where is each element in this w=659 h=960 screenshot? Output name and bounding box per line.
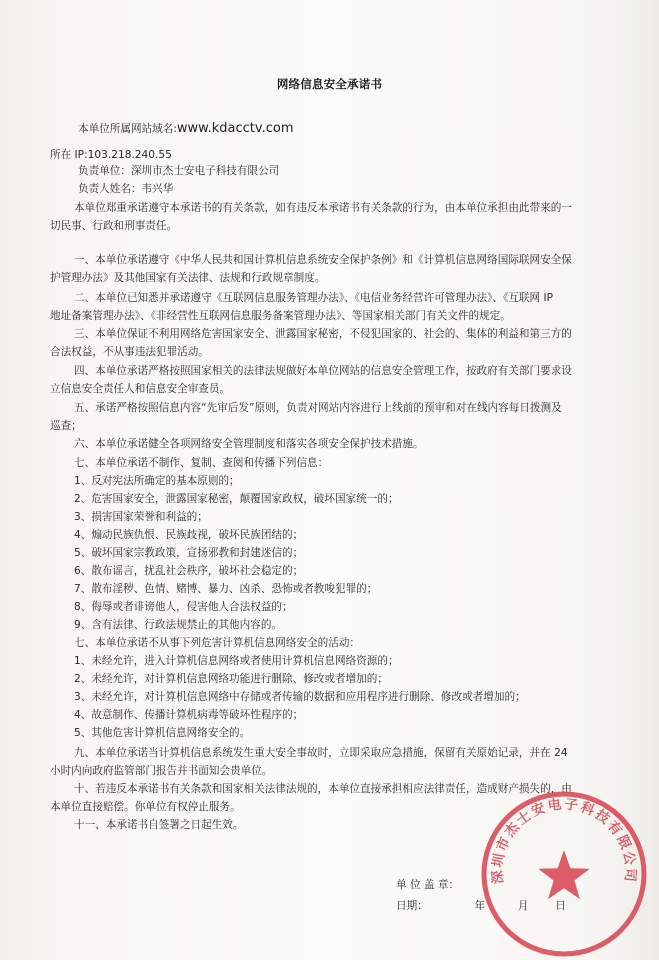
body-line: 二、本单位已知悉并承诺遵守《互联网信息服务管理办法》、《电信业务经营许可管理办法》、《互联网 IP — [74, 292, 553, 304]
domain-label: 本单位所属网站域名: — [78, 123, 177, 135]
body-line: 十、若违反本承诺书有关条款和国家相关法律法规的，本单位直接承担相应法律责任，造成财产损失的，由 — [74, 783, 572, 795]
page-title: 网络信息安全承诺书 — [276, 77, 383, 91]
body-line: 巡查； — [50, 420, 82, 432]
body-line: 地址备案管理办法》、《非经营性互联网信息服务备案管理办法》、等国家相关部门有关文件的规定。 — [50, 310, 511, 322]
body-line: 三、本单位保证不利用网络危害国家安全、泄露国家秘密，不侵犯国家的、社会的、集体的利益和第三方的 — [74, 328, 572, 340]
domain-value: www.kdacctv.com — [176, 121, 294, 136]
body-line: 五、承诺严格按照信息内容“先审后发”原则，负责对网站内容进行上线前的预审和对在线内容每日拨测及 — [74, 402, 562, 414]
body-line: 9、含有法律、行政法规禁止的其他内容的。 — [74, 619, 283, 631]
domain-row — [78, 122, 293, 136]
year-label: 年 — [474, 900, 486, 912]
body-line: 4、煽动民族仇恨、民族歧视，破坏民族团结的； — [74, 529, 304, 541]
body-line: 十一、本承诺书自签署之日起生效。 — [74, 819, 244, 831]
body-line: 护管理办法》及其他国家有关法律、法规和行政规章制度。 — [50, 272, 326, 284]
body-line: 4、故意制作、传播计算机病毒等破坏性程序的； — [74, 709, 304, 721]
seal-text: 深圳市杰士安电子科技有限公司 — [489, 796, 639, 885]
body-line: 七、本单位承诺不制作、复制、查阅和传播下列信息： — [74, 457, 329, 469]
body-line: 一、本单位承诺遵守《中华人民共和国计算机信息系统安全保护条例》和《计算机信息网络国际联网安全保 — [74, 254, 572, 266]
body-line: 九、本单位承诺当计算机信息系统发生重大安全事故时，立即采取应急措施，保留有关原始记录，并在 24 — [74, 747, 568, 759]
body-line: 1、未经允许，进入计算机信息网络或者使用计算机信息网络资源的； — [74, 655, 399, 667]
body-line: 5、其他危害计算机信息网络安全的。 — [74, 727, 251, 739]
body-line: 7、散布淫秽、色情、赌博、暴力、凶杀、恐怖或者教唆犯罪的； — [74, 583, 378, 595]
month-label: 月 — [517, 900, 529, 912]
company-seal — [478, 788, 650, 960]
body-line: 切民事、行政和刑事责任。 — [50, 220, 178, 232]
body-line: 2、危害国家安全，泄露国家秘密，颠覆国家政权，破坏国家统一的； — [74, 493, 399, 505]
body-line: 立信息安全责任人和信息安全审查员。 — [50, 383, 231, 395]
unit-line: 负责单位：深圳市杰士安电子科技有限公司 — [78, 165, 280, 177]
body-line: 本单位直接赔偿。你单位有权停止服务。 — [50, 801, 241, 813]
body-line: 七、本单位承诺不从事下列危害计算机信息网络安全的活动： — [74, 637, 361, 649]
body-line: 1、反对宪法所确定的基本原则的； — [74, 475, 240, 487]
body-line: 四、本单位承诺严格按照国家相关的法律法规做好本单位网站的信息安全管理工作，按政府有关部门要求设 — [74, 365, 572, 377]
body-line: 6、散布谣言，扰乱社会秩序，破坏社会稳定的； — [74, 565, 304, 577]
body-line: 3、未经允许，对计算机信息网络中存储或者传输的数据和应用程序进行删除、修改或者增加的； — [74, 691, 526, 703]
seal-star-icon — [538, 850, 590, 899]
body-line: 2、未经允许，对计算机信息网络功能进行删除、修改或者增加的； — [74, 673, 388, 685]
person-line: 负责人姓名：韦兴华 — [78, 183, 174, 195]
body-line: 5、破坏国家宗教政策，宣扬邪教和封建迷信的； — [74, 547, 304, 559]
body-line: 合法权益，不从事违法犯罪活动。 — [50, 346, 209, 358]
body-line: 3、损害国家荣誉和利益的； — [74, 511, 208, 523]
ip-line: 所在 IP:103.218.240.55 — [50, 149, 172, 161]
seal-label: 单 位 盖 章： — [396, 879, 460, 891]
body-line: 8、侮辱或者诽谤他人，侵害他人合法权益的； — [74, 601, 293, 613]
body-line: 小时内向政府监管部门报告并书面知会贵单位。 — [50, 765, 273, 777]
day-label: 日 — [555, 900, 566, 912]
body-line: 六、本单位承诺健全各项网络安全管理制度和落实各项安全保护技术措施。 — [74, 438, 424, 450]
body-line: 本单位郑重承诺遵守本承诺书的有关条款，如有违反本承诺书有关条款的行为，由本单位承担由此带来的一 — [74, 202, 572, 214]
date-label: 日期： — [396, 900, 428, 912]
